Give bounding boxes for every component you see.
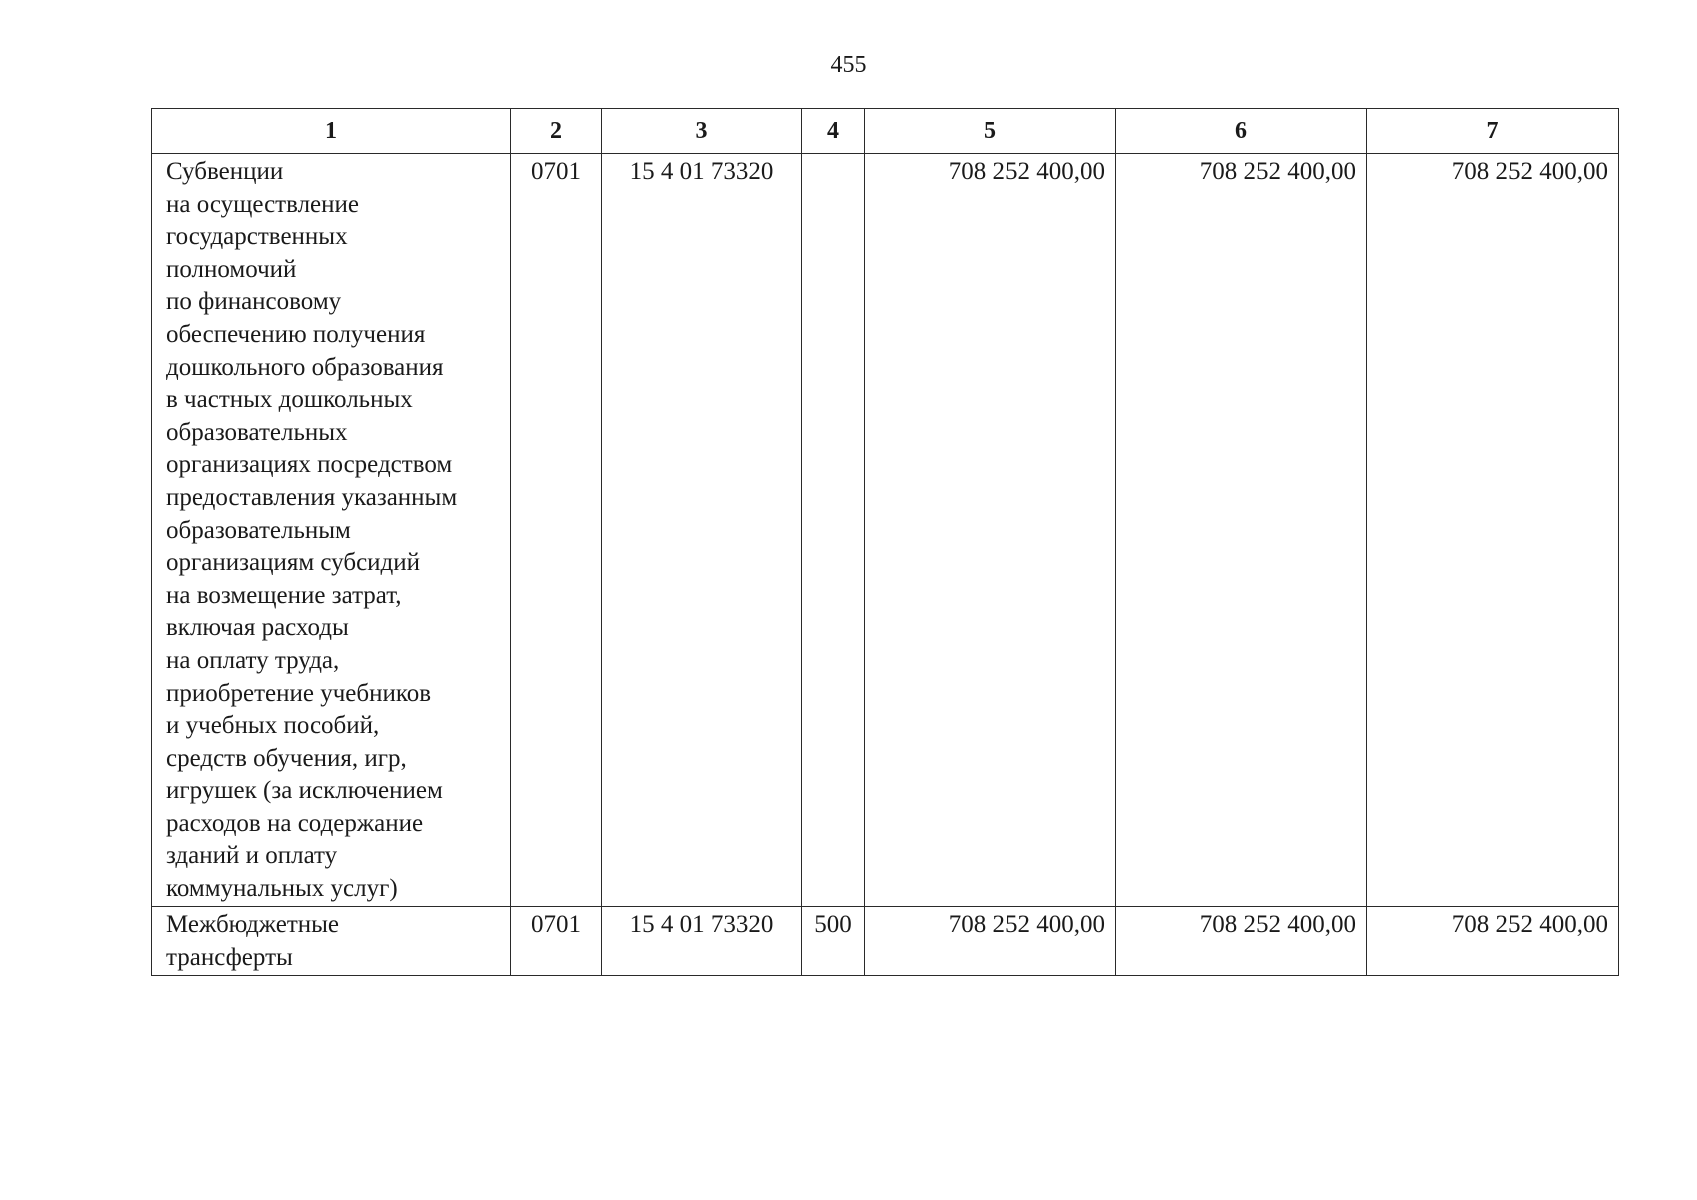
amount-cell-2: 708 252 400,00 xyxy=(1116,907,1367,976)
amount-cell-1: 708 252 400,00 xyxy=(865,154,1116,907)
table-row xyxy=(152,907,1619,976)
target-article-cell: 15 4 01 73320 xyxy=(602,154,802,907)
target-article-cell: 15 4 01 73320 xyxy=(602,907,802,976)
column-header-5: 5 xyxy=(865,109,1116,154)
column-header-7: 7 xyxy=(1367,109,1619,154)
expense-type-cell: 500 xyxy=(802,907,865,976)
column-header-1: 1 xyxy=(152,109,511,154)
column-header-2: 2 xyxy=(511,109,602,154)
expense-type-cell xyxy=(802,154,865,907)
amount-cell-1: 708 252 400,00 xyxy=(865,907,1116,976)
budget-table xyxy=(151,108,1619,976)
amount-cell-3: 708 252 400,00 xyxy=(1367,154,1619,907)
section-code-cell: 0701 xyxy=(511,154,602,907)
row-name-cell: Межбюджетные трансферты xyxy=(152,907,511,976)
column-header-4: 4 xyxy=(802,109,865,154)
page-number: 455 xyxy=(830,52,867,78)
amount-cell-2: 708 252 400,00 xyxy=(1116,154,1367,907)
row-name-cell: Субвенции на осуществление государственных полномочий по финансовому обеспечению получения дошкольного образования в частных дошкольных образовательных организациях посредством предоставления указанным образовательным организациям субсидий на возмещение затрат, включая расходы на оплату труда, приобретение учебников и учебных пособий, средств обучения, игр, игрушек (за исключением расходов на содержание зданий и оплату коммунальных услуг) xyxy=(152,154,511,907)
table-row xyxy=(152,154,1619,907)
amount-cell-3: 708 252 400,00 xyxy=(1367,907,1619,976)
header-row xyxy=(152,109,1619,154)
section-code-cell: 0701 xyxy=(511,907,602,976)
column-header-3: 3 xyxy=(602,109,802,154)
column-header-6: 6 xyxy=(1116,109,1367,154)
